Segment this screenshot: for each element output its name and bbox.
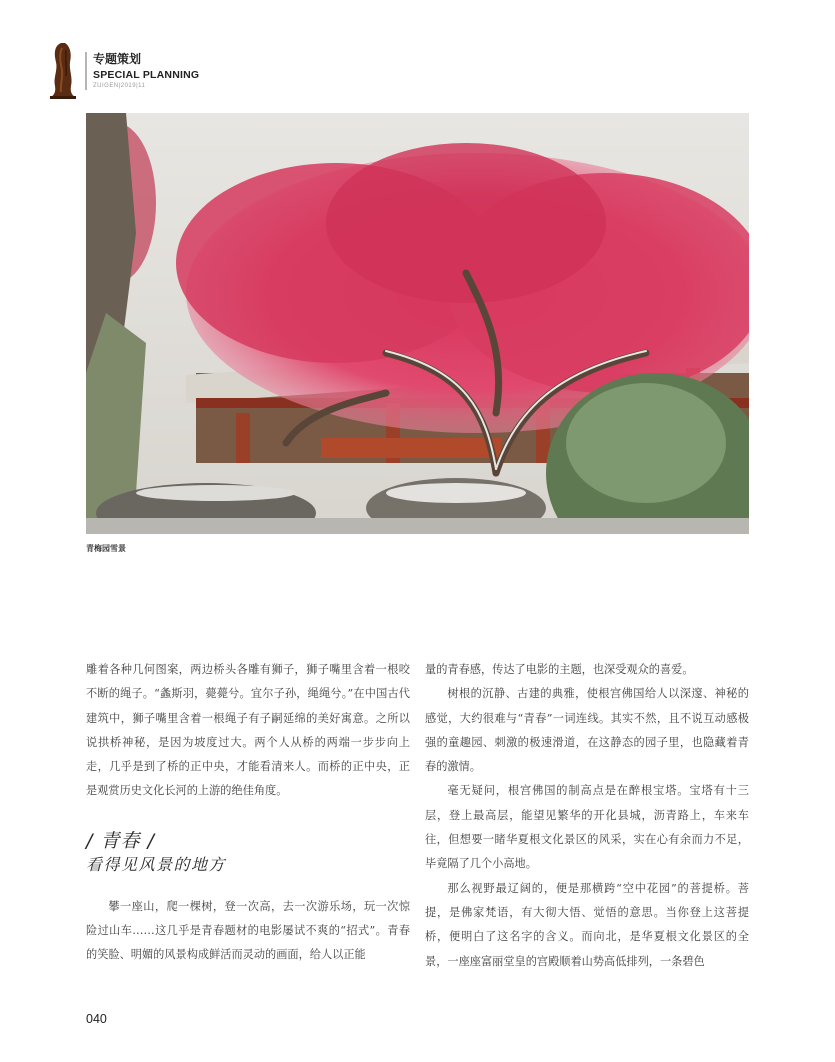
plum-garden-snow-image xyxy=(86,113,749,534)
body-paragraph: 雕着各种几何图案，两边桥头各雕有狮子，狮子嘴里含着一根咬不断的绳子。“螽斯羽，薨薨兮。宜尔子孙，绳绳兮。”在中国古代建筑中，狮子嘴里含着一根绳子有子嗣延绵的美好寓意。之所以说拱桥神秘，是因为坡度过大。两个人从桥的两端一步步向上走，几乎是到了桥的正中央，才能看清来人。而桥的正中央，正是观赏历史文化长河的上游的绝佳角度。 xyxy=(86,663,410,798)
body-paragraph: 攀一座山，爬一棵树，登一次高，去一次游乐场，玩一次惊险过山车……这几乎是青春题材的电影屡试不爽的“招式”。青春的笑脸、明媚的风景构成鲜活而灵动的画面，给人以正能 xyxy=(86,899,410,962)
feature-photo xyxy=(86,113,749,534)
root-sculpture-icon xyxy=(48,40,78,100)
issue-label: ZUIGEN|2019|11 xyxy=(93,83,146,89)
body-paragraph: 树根的沉静、古建的典雅，使根宫佛国给人以深邃、神秘的感觉，大约很难与“青春”一词连线。其实不然，且不说互动感极强的童趣园、刺激的极速滑道，在这静态的园子里，也隐藏着青春的激情。 xyxy=(425,687,749,774)
body-paragraph: 毫无疑问，根宫佛国的制高点是在醉根宝塔。宝塔有十三层，登上最高层，能望见繁华的开化县城，沥青路上，车来车往，但想要一睹华夏根文化景区的风采，实在心有余而力不足，毕竟隔了几个小高地。 xyxy=(425,784,749,871)
page-number: 040 xyxy=(86,1012,107,1026)
body-paragraph: 量的青春感，传达了电影的主题，也深受观众的喜爱。 xyxy=(425,663,694,676)
section-heading xyxy=(86,829,410,877)
section-title-cn: 专题策划 xyxy=(93,52,142,66)
left-column xyxy=(86,658,410,968)
magazine-logo xyxy=(48,40,78,100)
body-paragraph: 那么视野最辽阔的，便是那横跨“空中花园”的菩提桥。菩提，是佛家梵语，有大彻大悟、觉悟的意思。当你登上这菩提桥，便明白了这名字的含义。而向北，是华夏根文化景区的全景，一座座富丽堂皇的宫殿顺着山势高低排列，一条碧色 xyxy=(425,881,749,968)
photo-caption: 青梅园雪景 xyxy=(86,544,126,553)
section-title-en: SPECIAL PLANNING xyxy=(93,69,200,81)
right-column xyxy=(425,658,749,974)
section-heading-line1: / 青春 / xyxy=(86,829,155,852)
section-heading-line2: 看得见风景的地方 xyxy=(86,854,227,874)
header-divider xyxy=(85,52,87,90)
